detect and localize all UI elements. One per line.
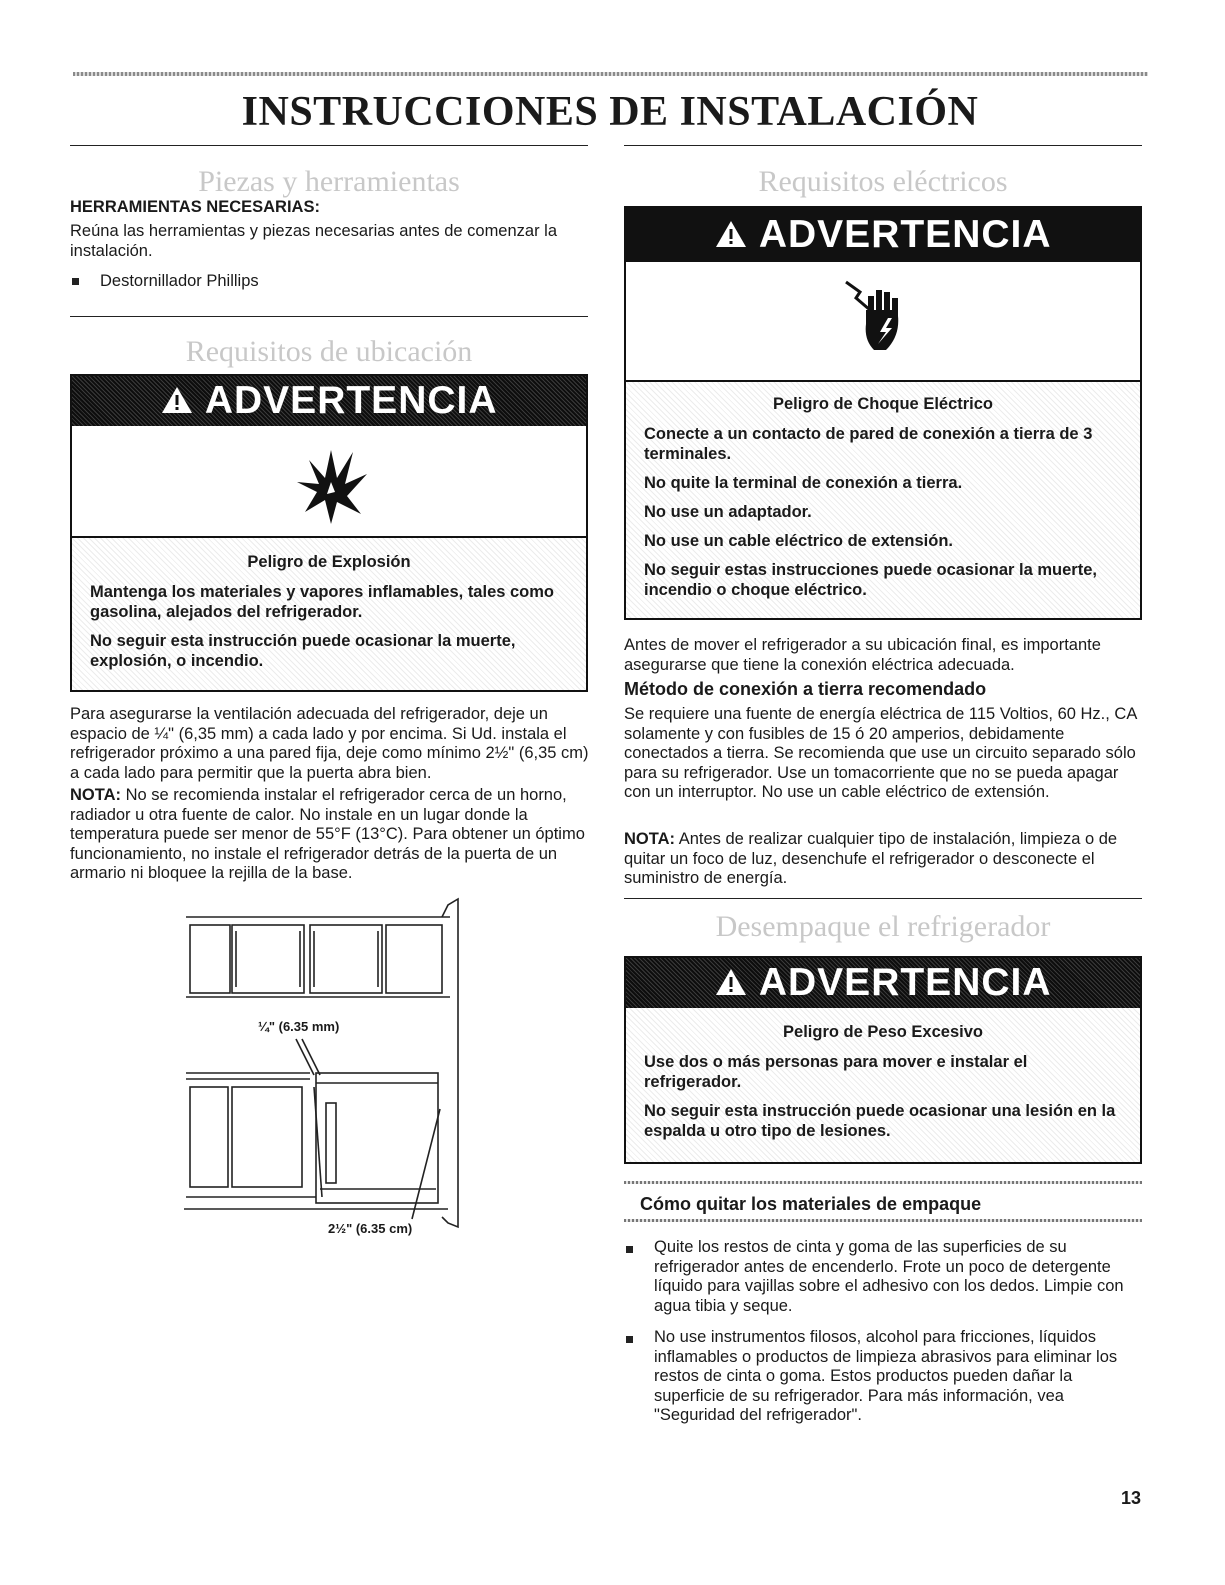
ventilation-paragraph: Para asegurarse la ventilación adecuada del refrigerador, deje un espacio de ¼" (6,35 mm) a cada lado y por encima. Si Ud. instala el refrigerador próximo a una pared fija, deje como mínimo 2½" (6,35 cm) a cada lado para permitir que la puerta abra bien. xyxy=(70,705,589,782)
warning-body xyxy=(72,538,586,690)
page-number: 13 xyxy=(1120,1488,1141,1508)
warning-header xyxy=(72,376,586,426)
tools-intro: Reúna las herramientas y piezas necesarias antes de comenzar la instalación. xyxy=(70,222,558,260)
warning-body xyxy=(626,382,1140,618)
warning-title: Peligro de Peso Excesivo xyxy=(783,1023,983,1041)
section-heading-tools: Piezas y herramientas xyxy=(198,165,460,198)
warning-text: No seguir estas instrucciones puede ocasionar la muerte, incendio o choque eléctrico. xyxy=(644,561,1097,599)
warning-text: Conecte a un contacto de pared de conexión a tierra de 3 terminales. xyxy=(644,425,1093,463)
warning-text: No seguir esta instrucción puede ocasionar una lesión en la espalda u otro tipo de lesiones. xyxy=(644,1102,1116,1140)
location-note xyxy=(70,786,592,884)
note-label: NOTA: xyxy=(70,786,122,804)
packaging-bullet-1: Quite los restos de cinta y goma de las superficies de su refrigerador antes de encenderlo. Frote un poco de detergente líquido para vajillas sobre el adhesivo con los dedos. Limpie con agua tibia y seque. xyxy=(654,1238,1124,1315)
note-text: No se recomienda instalar el refrigerador cerca de un horno, radiador u otra fuente de calor. No instale en un lugar donde la temperatura puede ser menor de 55°F (13°C). Para obtener un óptimo funcionamiento, no instale el refrigerador detrás de la puerta de un armario ni bloquee la rejilla de la base. xyxy=(70,786,585,882)
warning-label: ADVERTENCIA xyxy=(758,213,1052,256)
warning-triangle-icon xyxy=(714,213,758,256)
warning-text: Use dos o más personas para mover e instalar el refrigerador. xyxy=(644,1053,1028,1091)
warning-label: ADVERTENCIA xyxy=(758,961,1052,1004)
explosion-warning-box xyxy=(70,374,588,692)
section-rule xyxy=(624,898,1142,899)
warning-title: Peligro de Choque Eléctrico xyxy=(772,395,994,413)
warning-header xyxy=(626,208,1140,262)
packaging-subheading: Cómo quitar los materiales de empaque xyxy=(640,1194,982,1214)
dotted-rule xyxy=(624,1181,1142,1184)
bullet-icon xyxy=(72,278,79,285)
warning-label: ADVERTENCIA xyxy=(204,379,498,422)
section-rule xyxy=(624,145,1142,146)
top-dotted-rule xyxy=(73,72,1148,76)
clearance-label-bottom: 2½" (6.35 cm) xyxy=(328,1221,413,1236)
bullet-icon xyxy=(626,1336,633,1343)
warning-text: Mantenga los materiales y vapores inflamables, tales como gasolina, alejados del refrigerador. xyxy=(90,583,555,621)
note-label: NOTA: xyxy=(624,830,676,848)
section-rule xyxy=(70,145,588,146)
warning-body xyxy=(626,1008,1140,1162)
grounding-paragraph: Se requiere una fuente de energía eléctrica de 115 Voltios, 60 Hz., CA solamente y con fusibles de 15 ó 20 amperios, debidamente conectados a tierra. Se recomienda que use un circuito separado sólo para su refrigerador. Use un tomacorriente que no se pueda apagar con un interruptor. No use un cable eléctrico de extensión. xyxy=(624,705,1137,801)
section-rule xyxy=(70,316,588,317)
warning-header xyxy=(626,958,1140,1008)
section-heading-electrical: Requisitos eléctricos xyxy=(758,165,1008,198)
weight-warning-box xyxy=(624,956,1142,1164)
warning-title: Peligro de Explosión xyxy=(247,553,411,571)
clearance-diagram xyxy=(180,897,480,1237)
warning-triangle-icon xyxy=(714,961,758,1004)
packaging-bullet-2: No use instrumentos filosos, alcohol para fricciones, líquidos inflamables o productos de limpieza abrasivos para eliminar los restos de cinta o goma. Estos productos pueden dañar la superficie de su refrigerador. Para más información, vea "Seguridad del refrigerador". xyxy=(654,1328,1118,1424)
explosion-icon xyxy=(291,438,371,528)
warning-text: No use un cable eléctrico de extensión. xyxy=(644,532,954,550)
clearance-label-top: ¼" (6.35 mm) xyxy=(258,1019,340,1034)
warning-text: No quite la terminal de conexión a tierra. xyxy=(644,474,963,492)
electric-shock-icon xyxy=(838,276,918,366)
electrical-warning-box xyxy=(624,206,1142,620)
grounding-method-heading: Método de conexión a tierra recomendado xyxy=(624,679,987,699)
dotted-rule xyxy=(624,1219,1142,1222)
bullet-icon xyxy=(626,1246,633,1253)
electrical-note xyxy=(624,830,1144,889)
warning-text: No seguir esta instrucción puede ocasionar la muerte, explosión, o incendio. xyxy=(90,632,516,670)
section-heading-unpack: Desempaque el refrigerador xyxy=(715,910,1051,943)
tools-item: Destornillador Phillips xyxy=(100,272,259,290)
electrical-intro: Antes de mover el refrigerador a su ubicación final, es importante asegurarse que tiene la conexión eléctrica adecuada. xyxy=(624,636,1101,674)
note-text: Antes de realizar cualquier tipo de instalación, limpieza o de quitar un foco de luz, desenchufe el refrigerador o desconecte el suministro de energía. xyxy=(624,830,1118,887)
tools-subheading: HERRAMIENTAS NECESARIAS: xyxy=(70,198,320,216)
section-heading-location: Requisitos de ubicación xyxy=(185,335,473,368)
warning-text: No use un adaptador. xyxy=(644,503,812,521)
warning-triangle-icon xyxy=(160,379,204,422)
page-title: INSTRUCCIONES DE INSTALACIÓN xyxy=(241,89,979,135)
refrigerator-cabinet-illustration xyxy=(180,897,480,1237)
